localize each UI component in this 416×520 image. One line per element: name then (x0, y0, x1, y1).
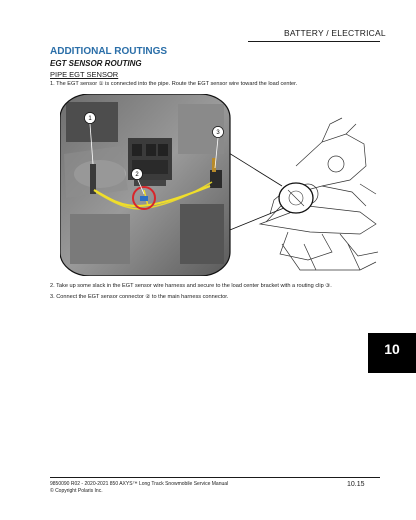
subsection-heading: EGT SENSOR ROUTING (50, 59, 142, 68)
footer-copyright: © Copyright Polaris Inc. (50, 488, 103, 494)
callout-1-label: 1 (88, 116, 92, 123)
snowmobile-lineart (260, 118, 378, 270)
callout-2-label: 2 (135, 172, 139, 179)
footer-rule (50, 477, 380, 478)
section-title: BATTERY / ELECTRICAL (284, 28, 386, 38)
header-rule (248, 41, 380, 42)
step-2-text: 2. Take up some slack in the EGT sensor wire harness and secure to the load center bracket with a routing clip ③. (50, 283, 332, 289)
callout-3-label: 3 (216, 130, 220, 137)
footer-manual-title: 9850090 R02 - 2020-2021 850 AXYS™ Long Track Snowmobile Service Manual (50, 481, 229, 487)
step-1-text: 1. The EGT sensor ① is connected into the pipe. Route the EGT sensor wire toward the load center. (50, 81, 298, 87)
section-heading: ADDITIONAL ROUTINGS (50, 46, 168, 57)
page-number: 10.15 (347, 481, 365, 488)
egt-routing-figure (60, 94, 380, 276)
step-3-text: 3. Connect the EGT sensor connector ② to the main harness connector. (50, 294, 229, 300)
topic-heading: PIPE EGT SENSOR (50, 70, 119, 79)
chapter-number: 10 (384, 341, 400, 357)
